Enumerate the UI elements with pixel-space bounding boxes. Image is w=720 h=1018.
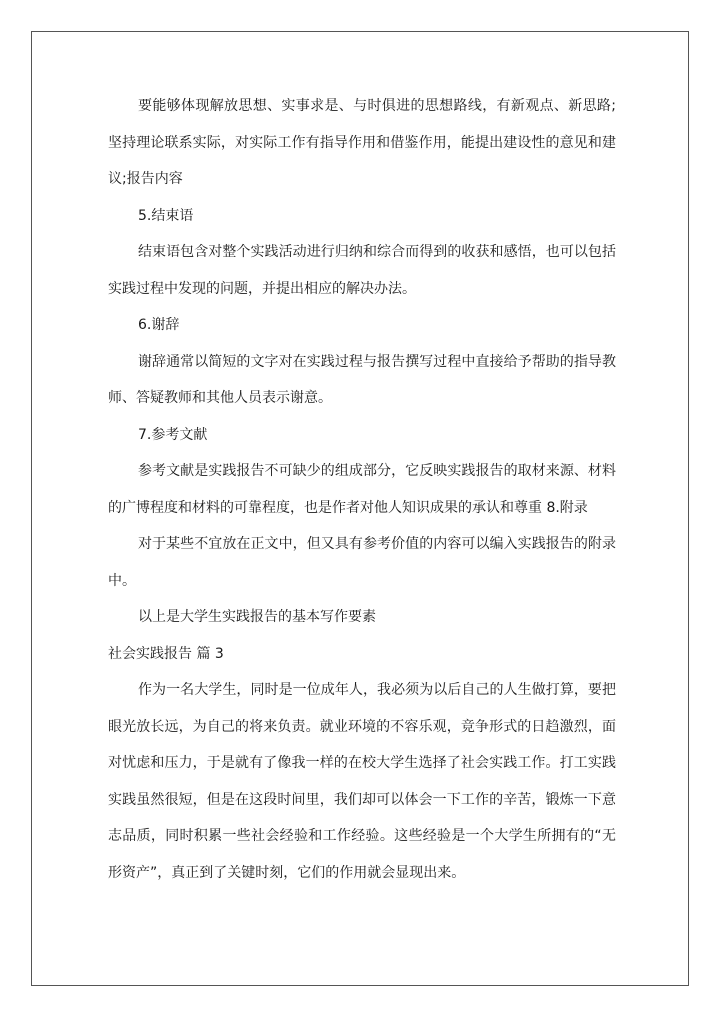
paragraph-report-content-requirements: 要能够体现解放思想、实事求是、与时俱进的思想路线，有新观点、新思路;坚持理论联系实际，对实际工作有指导作用和借鉴作用，能提出建设性的意见和建议;报告内容 xyxy=(108,98,616,187)
paragraph-appendix: 对于某些不宜放在正文中，但又具有参考价值的内容可以编入实践报告的附录中。 xyxy=(108,536,616,589)
document-body xyxy=(108,88,616,891)
paragraph-summary: 以上是大学生实践报告的基本写作要素 xyxy=(138,609,376,625)
heading-acknowledgements: 6.谢辞 xyxy=(138,317,180,333)
heading-references: 7.参考文献 xyxy=(138,426,208,443)
heading-conclusion: 5.结束语 xyxy=(138,207,194,224)
paragraph-acknowledgements: 谢辞通常以简短的文字对在实践过程与报告撰写过程中直接给予帮助的指导教师、答疑教师和其他人员表示谢意。 xyxy=(108,353,616,406)
paragraph-references: 参考文献是实践报告不可缺少的组成部分，它反映实践报告的取材来源、材料的广博程度和材料的可靠程度，也是作者对他人知识成果的承认和尊重 8.附录 xyxy=(108,463,616,516)
paragraph-report-3-body: 作为一名大学生，同时是一位成年人，我必须为以后自己的人生做打算，要把眼光放长远，为自己的将来负责。就业环境的不容乐观，竞争形式的日趋激烈，面对忧虑和压力，于是就有了像我一样的在校大学生选择了社会实践工作。打工实践实践虽然很短，但是在这段时间里，我们却可以体会一下工作的辛苦，锻炼一下意志品质，同时积累一些社会经验和工作经验。这些经验是一个大学生所拥有的“无形资产”，真正到了关键时刻，它们的作用就会显现出来。 xyxy=(108,682,616,881)
paragraph-conclusion: 结束语包含对整个实践活动进行归纳和综合而得到的收获和感悟，也可以包括实践过程中发现的问题，并提出相应的解决办法。 xyxy=(108,244,616,297)
section-title-report-3: 社会实践报告 篇 3 xyxy=(108,645,224,662)
